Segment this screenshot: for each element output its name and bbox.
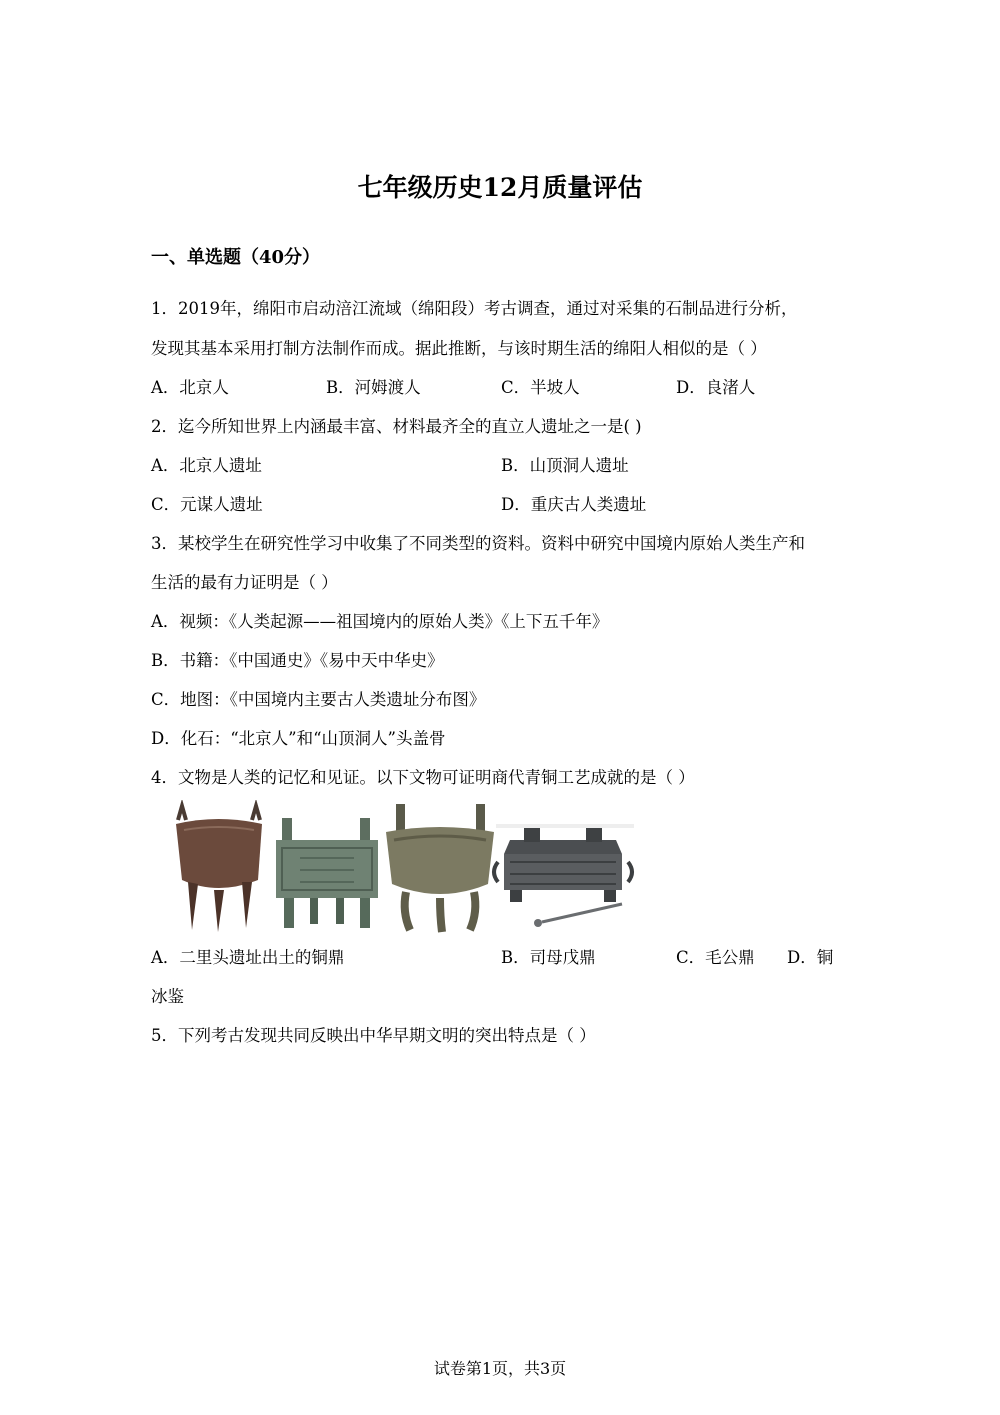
simuwu-ding-image: [276, 818, 378, 928]
q1-option-c: C．半坡人: [501, 378, 580, 397]
q4-option-d: D．铜: [787, 948, 834, 967]
q3-option-b: B．书籍：《中国通史》《易中天中华史》: [151, 651, 444, 670]
q1-option-a: A．北京人: [151, 378, 229, 397]
q4-option-d-wrap: 冰鉴: [151, 987, 184, 1006]
q2-option-a: A．北京人遗址: [151, 456, 262, 475]
q4-option-a: A．二里头遗址出土的铜鼎: [151, 948, 345, 967]
question-5-line-1: 5．下列考古发现共同反映出中华早期文明的突出特点是（ ）: [151, 1026, 596, 1045]
q2-option-c: C．元谋人遗址: [151, 495, 263, 514]
maogong-ding-image: [386, 804, 494, 932]
q2-option-d: D．重庆古人类遗址: [501, 495, 647, 514]
q3-option-a: A．视频：《人类起源——祖国境内的原始人类》《上下五千年》: [151, 612, 609, 631]
bronze-ice-box-image: [494, 824, 634, 927]
page-footer: 试卷第1页，共3页: [433, 1359, 567, 1378]
q3-option-c: C．地图：《中国境内主要古人类遗址分布图》: [151, 690, 486, 709]
erlitou-ding-image: [176, 806, 262, 932]
question-3-line-1: 3．某校学生在研究性学习中收集了不同类型的资料。资料中研究中国境内原始人类生产和: [151, 534, 805, 553]
q4-option-b: B．司母戊鼎: [501, 948, 596, 967]
q2-option-b: B．山顶洞人遗址: [501, 456, 629, 475]
exam-title: 七年级历史12月质量评估: [357, 173, 643, 202]
question-2-line-1: 2．迄今所知世界上内涵最丰富、材料最齐全的直立人遗址之一是( ): [151, 417, 642, 436]
bronze-artifacts-photo: [170, 800, 640, 935]
question-1-line-1: 1．2019年，绵阳市启动涪江流域（绵阳段）考古调查，通过对采集的石制品进行分析，: [151, 299, 798, 318]
section-heading: 一、单选题（40分）: [151, 247, 321, 268]
question-1-line-2: 发现其基本采用打制方法制作而成。据此推断，与该时期生活的绵阳人相似的是（ ）: [151, 339, 767, 358]
q1-option-b: B．河姆渡人: [326, 378, 421, 397]
q1-option-d: D．良渚人: [676, 378, 756, 397]
question-4-line-1: 4．文物是人类的记忆和见证。以下文物可证明商代青铜工艺成就的是（ ）: [151, 768, 695, 787]
q3-option-d: D．化石：“北京人”和“山顶洞人”头盖骨: [151, 729, 446, 748]
q4-option-c: C．毛公鼎: [676, 948, 755, 967]
question-3-line-2: 生活的最有力证明是（ ）: [151, 573, 338, 592]
